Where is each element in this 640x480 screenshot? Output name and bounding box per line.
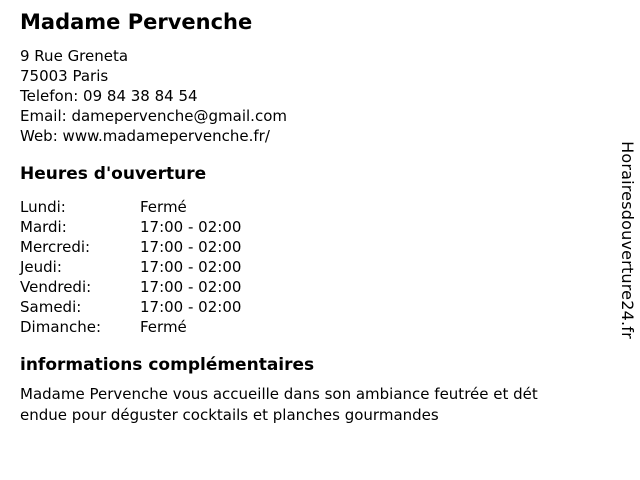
day-label: Lundi: [20, 198, 66, 216]
hours-row-thursday [20, 257, 538, 277]
hours-row-sunday [20, 317, 538, 337]
web-value: www.madamepervenche.fr/ [62, 127, 270, 145]
info-paragraph-line: endue pour déguster cocktails et planches gourmandes [20, 406, 439, 424]
info-paragraph-line: Madame Pervenche vous accueille dans son ambiance feutrée et dét [20, 385, 538, 403]
web-label: Web: [20, 127, 58, 145]
day-label: Samedi: [20, 298, 82, 316]
day-label: Jeudi: [20, 258, 62, 276]
site-watermark-vertical: Horairesdouverture24.fr [618, 141, 637, 339]
hours-value: 17:00 - 02:00 [140, 278, 242, 296]
opening-hours-heading: Heures d'ouverture [20, 164, 207, 184]
address-line-street: 9 Rue Greneta [20, 47, 129, 65]
hours-value: 17:00 - 02:00 [140, 238, 242, 256]
contact-block [20, 46, 538, 146]
hours-row-friday [20, 277, 538, 297]
email-value: damepervenche@gmail.com [71, 107, 287, 125]
address-line-city: 75003 Paris [20, 67, 109, 85]
day-label: Mercredi: [20, 238, 91, 256]
day-label: Dimanche: [20, 318, 102, 336]
hours-value: Fermé [140, 198, 187, 216]
phone-line [20, 86, 538, 106]
day-label: Mardi: [20, 218, 67, 236]
hours-value: 17:00 - 02:00 [140, 258, 242, 276]
email-line [20, 106, 538, 126]
hours-value: Fermé [140, 318, 187, 336]
phone-label: Telefon: [20, 87, 79, 105]
day-label: Vendredi: [20, 278, 92, 296]
opening-hours-table [20, 197, 538, 337]
hours-row-tuesday [20, 217, 538, 237]
hours-row-wednesday [20, 237, 538, 257]
phone-value: 09 84 38 84 54 [83, 87, 198, 105]
hours-row-saturday [20, 297, 538, 317]
hours-value: 17:00 - 02:00 [140, 218, 242, 236]
main-content [20, 0, 538, 426]
hours-value: 17:00 - 02:00 [140, 298, 242, 316]
email-label: Email: [20, 107, 67, 125]
additional-info-heading: informations complémentaires [20, 355, 315, 375]
web-line [20, 126, 538, 146]
page-title: Madame Pervenche [20, 10, 253, 34]
additional-info-paragraph [20, 384, 538, 426]
hours-row-monday [20, 197, 538, 217]
